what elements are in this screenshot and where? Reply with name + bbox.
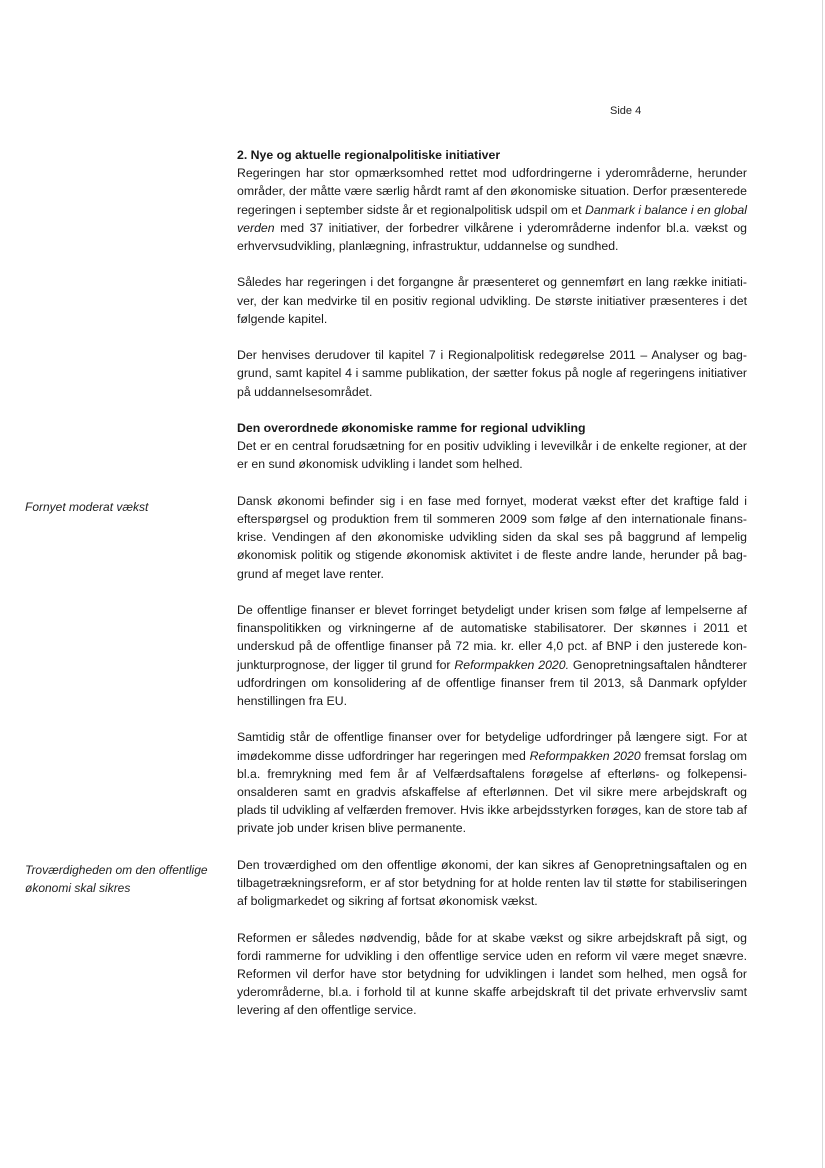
paragraph-intro [237,164,747,255]
paragraph-public-finances-text-2: Genopretningsaftalen håndterer udfordringen om konsolidering af de offentlige finanser frem til 2013, så Danmark opfylder henstillingen fra EU. [237,657,748,709]
paragraph-long-term-text-2: fremsat forslag om bl.a. fremrykning med fem år af Velfærdsaftalens forøgelse af efterløns- og folkepensionsalderen samt en gradvis afskaffelse af efterlønnen. Det vil sikre mere arbejdskraft og plads til udvikling af velfærden fremover. Hvis ikke arbejdsstyrken forøges, kan de store tab af private job under krisen blive permanente. [237,748,747,836]
paragraph-public-finances [237,601,747,710]
paragraph-initiatives: Således har regeringen i det forgangne år præsenteret og gennemført en lang række initiativer, der kan medvirke til en positiv regional udvikling. De største initiativer præsenteres i det følgende kapitel. [237,275,747,326]
reformpakken-title: Reformpakken 2020. [454,657,570,672]
margin-note-credibility: Troværdigheden om den offentlige økonomi skal sikres [25,863,208,895]
publication-title: Danmark i balance i en global verden [237,202,747,235]
paragraph-intro-text-1: Regeringen har stor opmærksomhed rettet mod udfordringerne i yderområderne, herunder områder, der måtte være særlig hårdt ramt af den økonomiske situation. Derfor præsenterede regeringen i september sidste år et regionalpolitisk udspil om et [237,166,747,217]
paragraph-long-term-text-1: Samtidig står de offentlige finanser over for betydelige udfordringer på længere sigt. For at imødekomme disse udfordringer har regeringen med [237,730,747,763]
paragraph-danish-economy: Dansk økonomi befinder sig i en fase med fornyet, moderat vækst efter det kraftige fald i efterspørgsel og produktion frem til sommeren 2009 som følge af den internationale finanskrise. Vendingen af den økonomiske udvikling siden da skal ses på baggrund af lempelig økonomisk politik og stigende økonomisk aktivitet i de fleste andre lande, herunder på baggrund af meget lave renter. [237,493,747,581]
paragraph-intro-text-2: med 37 initiativer, der forbedrer vilkårene i yderområderne indenfor bl.a. vækst og erhvervsudvikling, planlægning, infrastruktur, uddannelse og sundhed. [237,220,747,254]
page-number: Side 4 [610,105,642,117]
paragraph-credibility: Den troværdighed om den offentlige økonomi, der kan sikres af Genopretningsaftalen og en tilbagetrækningsreform, er af stor betydning for at holde renten lav til støtte for stabiliseringen af boligmarkedet og sikring af fortsat økonomisk vækst. [237,857,747,909]
paragraph-references: Der henvises derudover til kapitel 7 i Regionalpolitisk redegørelse 2011 – Analyser og baggrund, samt kapitel 4 i samme publikation, der sætter fokus på nogle af regeringens initiativer på uddannelsesområdet. [237,348,747,399]
paragraph-economic-frame-text: Det er en central forudsætning for en positiv udvikling i levevilkår i de enkelte regioner, at der er en sund økonomisk udvikling i landet som helhed. [237,439,747,472]
reformpakken-title-2: Reformpakken 2020 [529,748,641,763]
paragraph-long-term-challenges [237,728,747,837]
paragraph-economic-frame [237,419,747,474]
margin-note-growth: Fornyet moderat vækst [25,500,149,514]
subheading-economic-frame: Den overordnede økonomiske ramme for regional udvikling [237,421,586,435]
section-heading: 2. Nye og aktuelle regionalpolitiske initiativer [237,148,501,162]
main-text-column [237,146,747,1038]
scan-edge-line [822,0,823,1168]
paragraph-reform-necessity: Reformen er således nødvendig, både for at skabe vækst og sikre arbejdskraft på sigt, og fordi rammerne for udvikling i den offentlige service uden en reform vil være meget snævre. Reformen vil derfor have stor betydning for udviklingen i landet som helhed, men også for yderområderne, bl.a. i forhold til at kunne skaffe arbejdskraft til det private erhvervsliv samt levering af den offentlige service. [237,930,747,1018]
paragraph-public-finances-text-1: De offentlige finanser er blevet forringet betydeligt under krisen som følge af lempelserne af finanspolitikken og virkningerne af de automatiske stabilisatorer. Der skønnes i 2011 et underskud på de offentlige finanser på 72 mia. kr. eller 4,0 pct. af BNP i den justerede konjunkturprognose, der ligger til grund for [237,603,747,672]
